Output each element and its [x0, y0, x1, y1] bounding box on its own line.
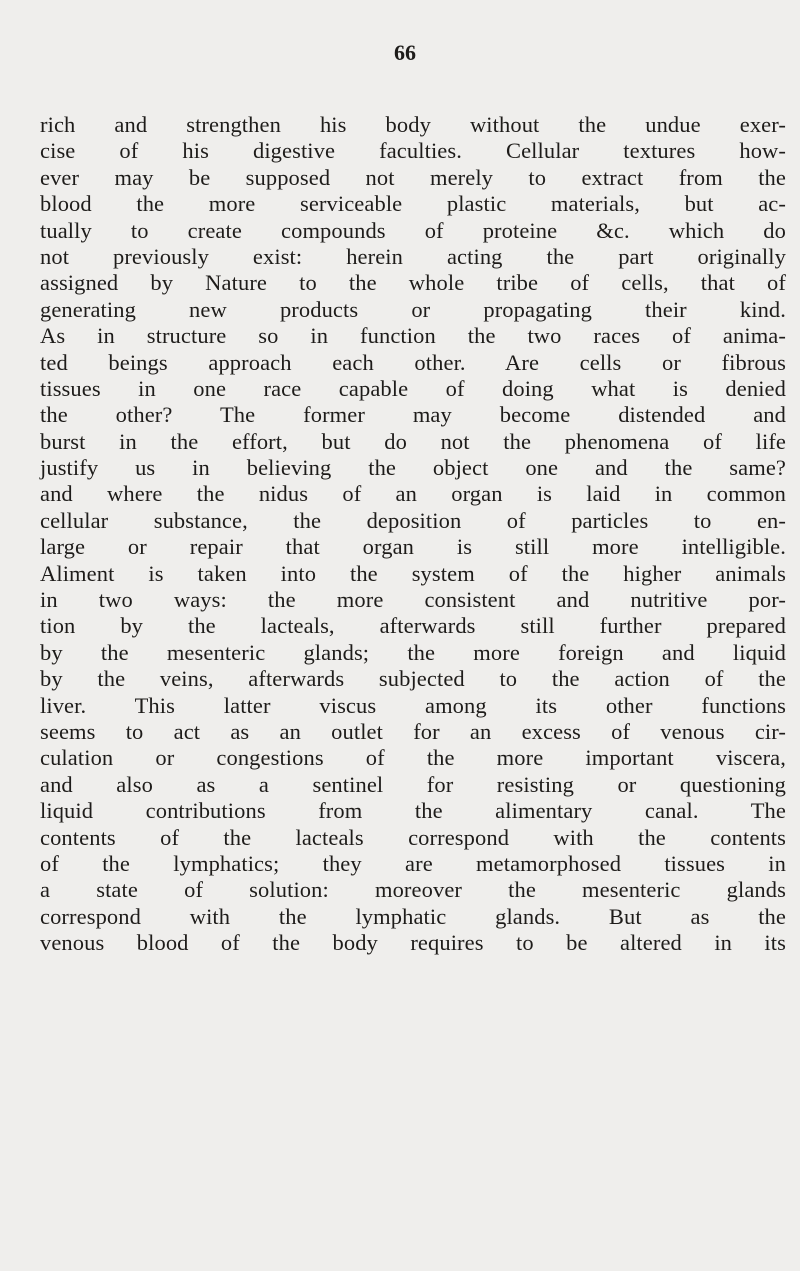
text-line: seems to act as an outlet for an excess of venous cir- — [40, 718, 786, 744]
page-number: 66 — [394, 40, 416, 65]
text-line: cellular substance, the deposition of particles to en- — [40, 507, 786, 533]
text-line: rich and strengthen his body without the undue exer- — [40, 112, 786, 137]
text-line: the other? The former may become distended and — [40, 402, 786, 428]
text-line: tion by the lacteals, afterwards still further prepared — [40, 613, 786, 639]
text-line: Aliment is taken into the system of the higher animals — [40, 560, 786, 586]
text-line: a state of solution: moreover the mesenteric glands — [40, 877, 786, 903]
text-line: justify us in believing the object one and the same? — [40, 455, 786, 481]
text-line: ted beings approach each other. Are cells or fibrous — [40, 349, 786, 375]
text-line: and where the nidus of an organ is laid in common — [40, 481, 786, 507]
text-line: culation or congestions of the more important viscera, — [40, 745, 786, 771]
text-line: by the mesenteric glands; the more foreign and liquid — [40, 639, 786, 665]
text-line: burst in the effort, but do not the phenomena of life — [40, 428, 786, 454]
text-line: As in structure so in function the two races of anima- — [40, 323, 786, 349]
text-line: venous blood of the body requires to be altered in its — [40, 930, 786, 956]
body-text — [40, 112, 786, 957]
text-line: liquid contributions from the alimentary canal. The — [40, 798, 786, 824]
text-line: and also as a sentinel for resisting or questioning — [40, 771, 786, 797]
text-line: assigned by Nature to the whole tribe of cells, that of — [40, 270, 786, 296]
text-line: correspond with the lymphatic glands. But as the — [40, 903, 786, 929]
text-line: tually to create compounds of proteine &c. which do — [40, 217, 786, 243]
text-line: contents of the lacteals correspond with the contents — [40, 824, 786, 850]
text-line: ever may be supposed not merely to extract from the — [40, 164, 786, 190]
text-line: blood the more serviceable plastic materials, but ac- — [40, 191, 786, 217]
text-line: generating new products or propagating their kind. — [40, 296, 786, 322]
text-line: by the veins, afterwards subjected to the action of the — [40, 666, 786, 692]
text-line: cise of his digestive faculties. Cellular textures how- — [40, 138, 786, 164]
text-line: tissues in one race capable of doing what is denied — [40, 375, 786, 401]
text-line: large or repair that organ is still more intelligible. — [40, 534, 786, 560]
text-line: of the lymphatics; they are metamorphosed tissues in — [40, 850, 786, 876]
text-line: liver. This latter viscus among its other functions — [40, 692, 786, 718]
text-line: not previously exist: herein acting the part originally — [40, 243, 786, 269]
text-line: in two ways: the more consistent and nutritive por- — [40, 587, 786, 613]
